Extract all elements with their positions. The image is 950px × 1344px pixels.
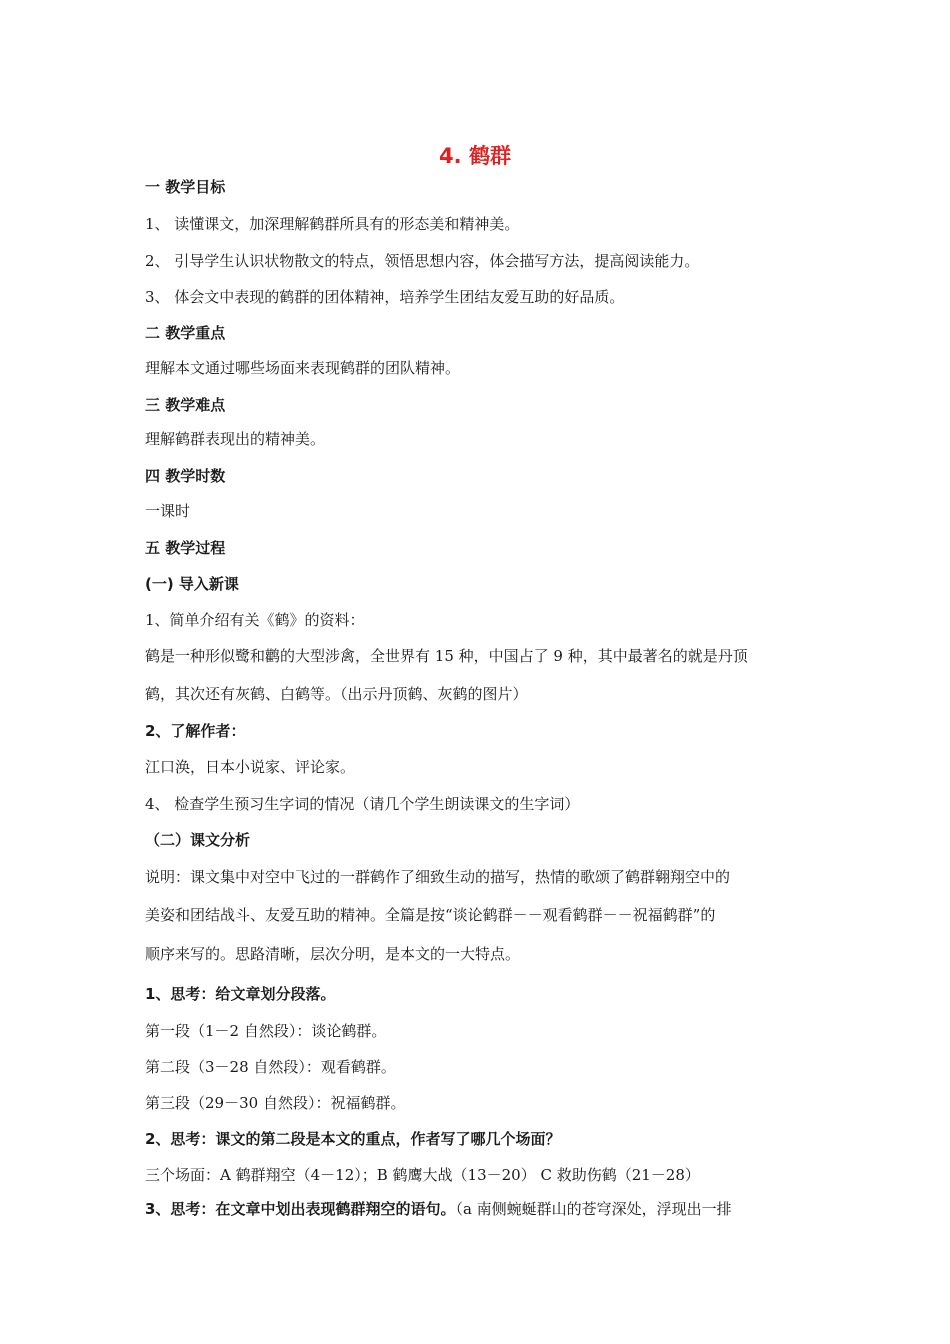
question-text: 3、思考：在文章中划出表现鹤群翔空的语句。 [145, 1200, 456, 1218]
paragraph-line: 理解鹤群表现出的精神美。 [145, 430, 326, 448]
paragraph-line: 3、 体会文中表现的鹤群的团体精神，培养学生团结友爱互助的好品质。 [145, 288, 625, 306]
paragraph-line: 1、简单介绍有关《鹤》的资料： [145, 611, 365, 629]
section-heading: (一) 导入新课 [145, 575, 239, 593]
paragraph-line: 第一段（1－2 自然段）：谈论鹤群。 [145, 1022, 387, 1040]
section-heading: 二 教学重点 [145, 324, 226, 342]
paragraph-line-last [145, 1198, 825, 1220]
paragraph-line: 4、 检查学生预习生字词的情况（请几个学生朗读课文的生字词） [145, 795, 580, 813]
paragraph-line: 1、 读懂课文，加深理解鹤群所具有的形态美和精神美。 [145, 215, 520, 233]
section-heading: 1、思考：给文章划分段落。 [145, 985, 336, 1003]
paragraph-line: 2、 引导学生认识状物散文的特点，领悟思想内容，体会描写方法，提高阅读能力。 [145, 252, 700, 270]
paragraph-line: 鹤，其次还有灰鹤、白鹤等。（出示丹顶鹤、灰鹤的图片） [145, 685, 528, 703]
paragraph-line: 说明：课文集中对空中飞过的一群鹤作了细致生动的描写，热情的歌颂了鹤群翱翔空中的 [145, 868, 731, 886]
section-heading: 2、思考：课文的第二段是本文的重点，作者写了哪几个场面？ [145, 1130, 561, 1148]
section-heading: 2、了解作者： [145, 722, 246, 740]
paragraph-line: 第二段（3－28 自然段）：观看鹤群。 [145, 1058, 396, 1076]
section-heading: 三 教学难点 [145, 396, 226, 414]
paragraph-line: 美姿和团结战斗、友爱互助的精神。全篇是按“谈论鹤群－－观看鹤群－－祝福鹤群”的 [145, 906, 716, 924]
paragraph-line: 江口涣，日本小说家、评论家。 [145, 758, 356, 776]
section-heading: 一 教学目标 [145, 178, 226, 196]
section-heading: （二）课文分析 [145, 831, 251, 849]
answer-text: （a 南侧蜿蜒群山的苍穹深处，浮现出一排 [455, 1200, 732, 1218]
paragraph-line: 理解本文通过哪些场面来表现鹤群的团队精神。 [145, 359, 461, 377]
section-heading: 四 教学时数 [145, 467, 226, 485]
paragraph-line: 第三段（29－30 自然段）：祝福鹤群。 [145, 1094, 406, 1112]
paragraph-line: 鹤是一种形似鹭和鹳的大型涉禽，全世界有 15 种，中国占了 9 种，其中最著名的就是丹顶 [145, 647, 748, 665]
paragraph-line: 顺序来写的。思路清晰，层次分明，是本文的一大特点。 [145, 945, 521, 963]
paragraph-line: 一课时 [145, 502, 191, 520]
document-title: 4. 鹤群 [439, 144, 511, 168]
section-heading: 五 教学过程 [145, 539, 226, 557]
paragraph-line: 三个场面：A 鹤群翔空（4－12）；B 鹤鹰大战（13－20） C 救助伤鹤（21－28） [145, 1166, 700, 1184]
